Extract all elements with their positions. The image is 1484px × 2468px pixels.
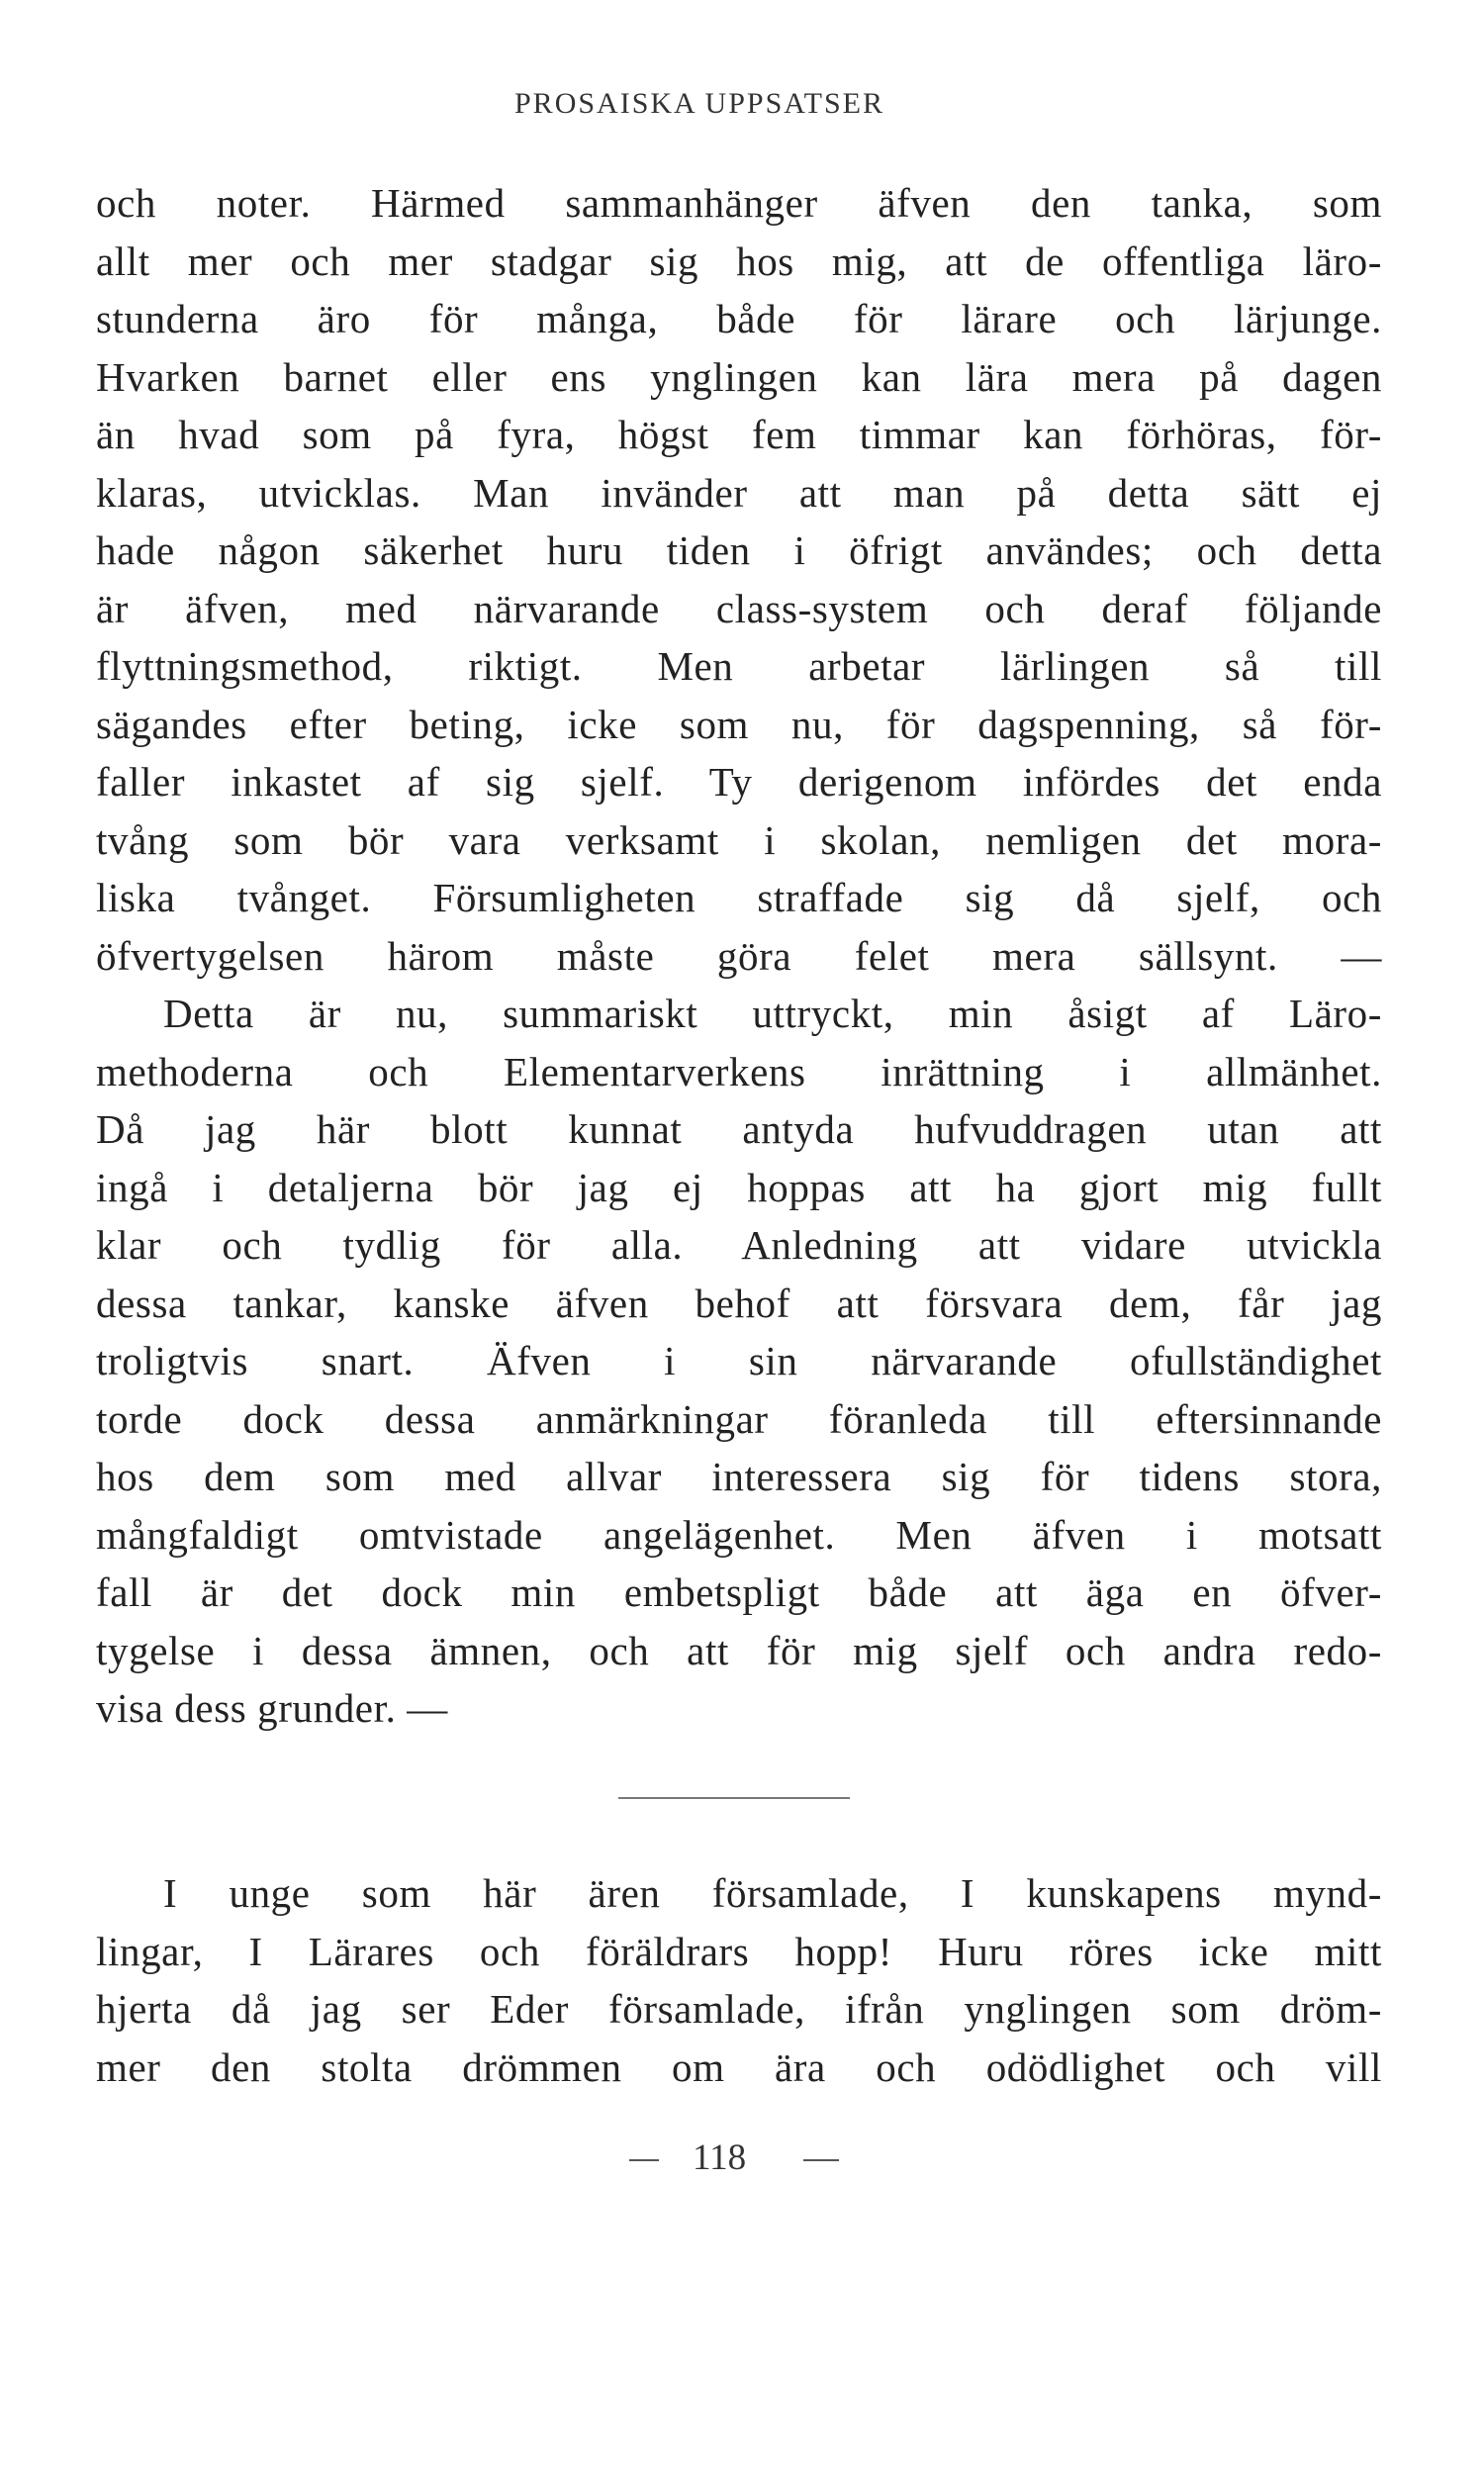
text-line: än hvad som på fyra, högst fem timmar kan förhöras, för- <box>96 412 1382 457</box>
text-line: och noter. Härmed sammanhänger äfven den tanka, som <box>96 180 1382 226</box>
text-line: methoderna och Elementarverkens inrättning i allmänhet. <box>96 1049 1382 1094</box>
text-line: troligtvis snart. Äfven i sin närvarande ofullständighet <box>96 1338 1382 1383</box>
text-line: tvång som bör vara verksamt i skolan, nemligen det mora- <box>96 817 1382 863</box>
text-line: faller inkastet af sig sjelf. Ty derigenom infördes det enda <box>96 759 1382 805</box>
text-line: klaras, utvicklas. Man invänder att man på detta sätt ej <box>96 470 1382 516</box>
text-line: lingar, I Lärares och föräldrars hopp! Huru röres icke mitt <box>96 1929 1382 1974</box>
paragraph-first-line: Detta är nu, summariskt uttryckt, min åsigt af Läro- <box>163 991 1382 1036</box>
text-line: sägandes efter beting, icke som nu, för dagspenning, så för- <box>96 702 1382 747</box>
text-line: hjerta då jag ser Eder församlade, ifrån ynglingen som dröm- <box>96 1986 1382 2032</box>
running-head: PROSAISKA UPPSATSER <box>514 87 884 120</box>
page-number: 118 <box>693 2137 747 2178</box>
text-line: allt mer och mer stadgar sig hos mig, att de offentliga läro- <box>96 238 1382 284</box>
text-line: mångfaldigt omtvistade angelägenhet. Men äfven i motsatt <box>96 1512 1382 1558</box>
text-line: ingå i detaljerna bör jag ej hoppas att ha gjort mig fullt <box>96 1165 1382 1210</box>
text-line-last: visa dess grunder. — <box>96 1685 448 1731</box>
text-line: öfvertygelsen härom måste göra felet mera sällsynt. — <box>96 933 1382 979</box>
text-line: hos dem som med allvar interessera sig för tidens stora, <box>96 1454 1382 1499</box>
text-line: mer den stolta drömmen om ära och odödlighet och vill <box>96 2044 1382 2090</box>
text-line: klar och tydlig för alla. Anledning att vidare utvickla <box>96 1222 1382 1268</box>
paragraph-first-line: I unge som här ären församlade, I kunskapens mynd- <box>163 1870 1382 1916</box>
section-separator-rule <box>618 1797 850 1799</box>
folio-dash-left <box>629 2159 659 2161</box>
text-line: Då jag här blott kunnat antyda hufvuddragen utan att <box>96 1106 1382 1152</box>
text-line: stunderna äro för många, både för lärare och lärjunge. <box>96 296 1382 341</box>
text-line: hade någon säkerhet huru tiden i öfrigt användes; och detta <box>96 527 1382 573</box>
text-line: fall är det dock min embetspligt både att äga en öfver- <box>96 1569 1382 1615</box>
text-line: torde dock dessa anmärkningar föranleda till eftersinnande <box>96 1396 1382 1442</box>
text-line: är äfven, med närvarande class-system och deraf följande <box>96 586 1382 631</box>
page-folio <box>0 2134 1484 2183</box>
text-line: flyttningsmethod, riktigt. Men arbetar lärlingen så till <box>96 643 1382 689</box>
text-line: liska tvånget. Försumligheten straffade sig då sjelf, och <box>96 875 1382 920</box>
text-line: dessa tankar, kanske äfven behof att försvara dem, får jag <box>96 1281 1382 1326</box>
text-line: Hvarken barnet eller ens ynglingen kan lära mera på dagen <box>96 354 1382 400</box>
text-line: tygelse i dessa ämnen, och att för mig sjelf och andra redo- <box>96 1628 1382 1673</box>
folio-dash-right <box>803 2159 839 2161</box>
